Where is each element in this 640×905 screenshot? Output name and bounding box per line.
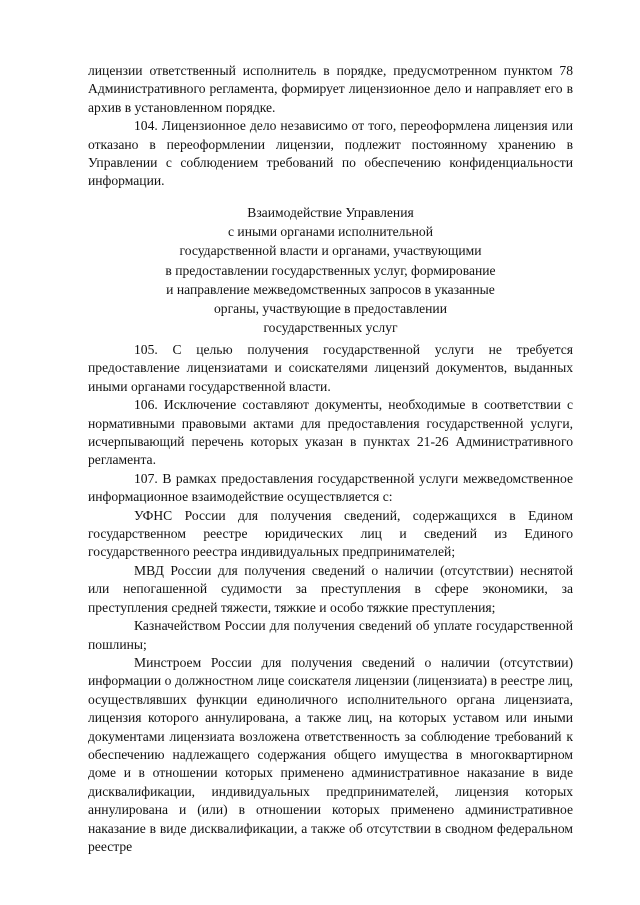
heading-line: государственных услуг xyxy=(263,320,398,336)
list-item-ufns: УФНС России для получения сведений, содержащихся в Едином государственном реестре юридических лиц и сведений из Единого государственного реестра индивидуальных предпринимателей; xyxy=(88,507,573,560)
paragraph-104: 104. Лицензионное дело независимо от того, переоформлена лицензия или отказано в переоформлении лицензии, подлежит постоянному хранению в Управлении с соблюдением требований по обеспечению конфиденциальности информации. xyxy=(88,118,573,189)
paragraph-105: 105. С целью получения государственной услуги не требуется предоставление лицензиатами и соискателями лицензий документов, выданных иными органами государственной власти. xyxy=(88,342,573,394)
heading-line: с иными органами исполнительной xyxy=(227,224,433,240)
list-item-mvd: МВД России для получения сведений о наличии (отсутствии) неснятой или непогашенной судимости за преступления в сфере экономики, за преступления средней тяжести, тяжкие и особо тяжкие преступления; xyxy=(88,562,573,615)
paragraph-107: 107. В рамках предоставления государственной услуги межведомственное информационное взаимодействие осуществляется с: xyxy=(88,470,573,505)
list-item-minstroy: Минстроем России для получения сведений о наличии (отсутствии) информации о должностном лице соискателя лицензии (лицензиата) в реестре лиц, осуществлявших функции единоличного исполнительного органа лицензиата, лицензия которого аннулирована, а также лиц, на которых уставом или иными документами лицензиата возложена ответственность за соблюдение требований к обеспечению надлежащего содержания общего имущества в многоквартирном доме и в отношении которых применено административное наказание в виде дисквалификации, индивидуальных предпринимателей, лицензия которых аннулирована и (или) в отношении которых применено административное наказание в виде дисквалификации, а также об отсутствии в сводном федеральном реестре xyxy=(88,654,573,854)
top-text-block xyxy=(88,62,573,191)
list-item-treasury: Казначейством России для получения сведений об уплате государственной пошлины; xyxy=(88,618,573,652)
paragraph-continuation: лицензии ответственный исполнитель в порядке, предусмотренном пунктом 78 Административного регламента, формирует лицензионное дело и направляет его в архив в установленном порядке. xyxy=(88,63,573,115)
paragraph-106: 106. Исключение составляют документы, необходимые в соответствии с нормативными правовыми актами для предоставления государственной услуги, исчерпывающий перечень которых указан в пунктах 21-26 Административного регламента. xyxy=(88,397,573,468)
heading-line: государственной власти и органами, участвующими xyxy=(179,243,482,259)
heading-line: и направление межведомственных запросов в указанные xyxy=(166,281,495,297)
heading-line: в предоставлении государственных услуг, формирование xyxy=(165,262,496,278)
heading-line: органы, участвующие в предоставлении xyxy=(214,301,447,317)
section-heading xyxy=(88,203,573,337)
heading-line: Взаимодействие Управления xyxy=(247,205,414,220)
bottom-text-block xyxy=(88,341,573,856)
